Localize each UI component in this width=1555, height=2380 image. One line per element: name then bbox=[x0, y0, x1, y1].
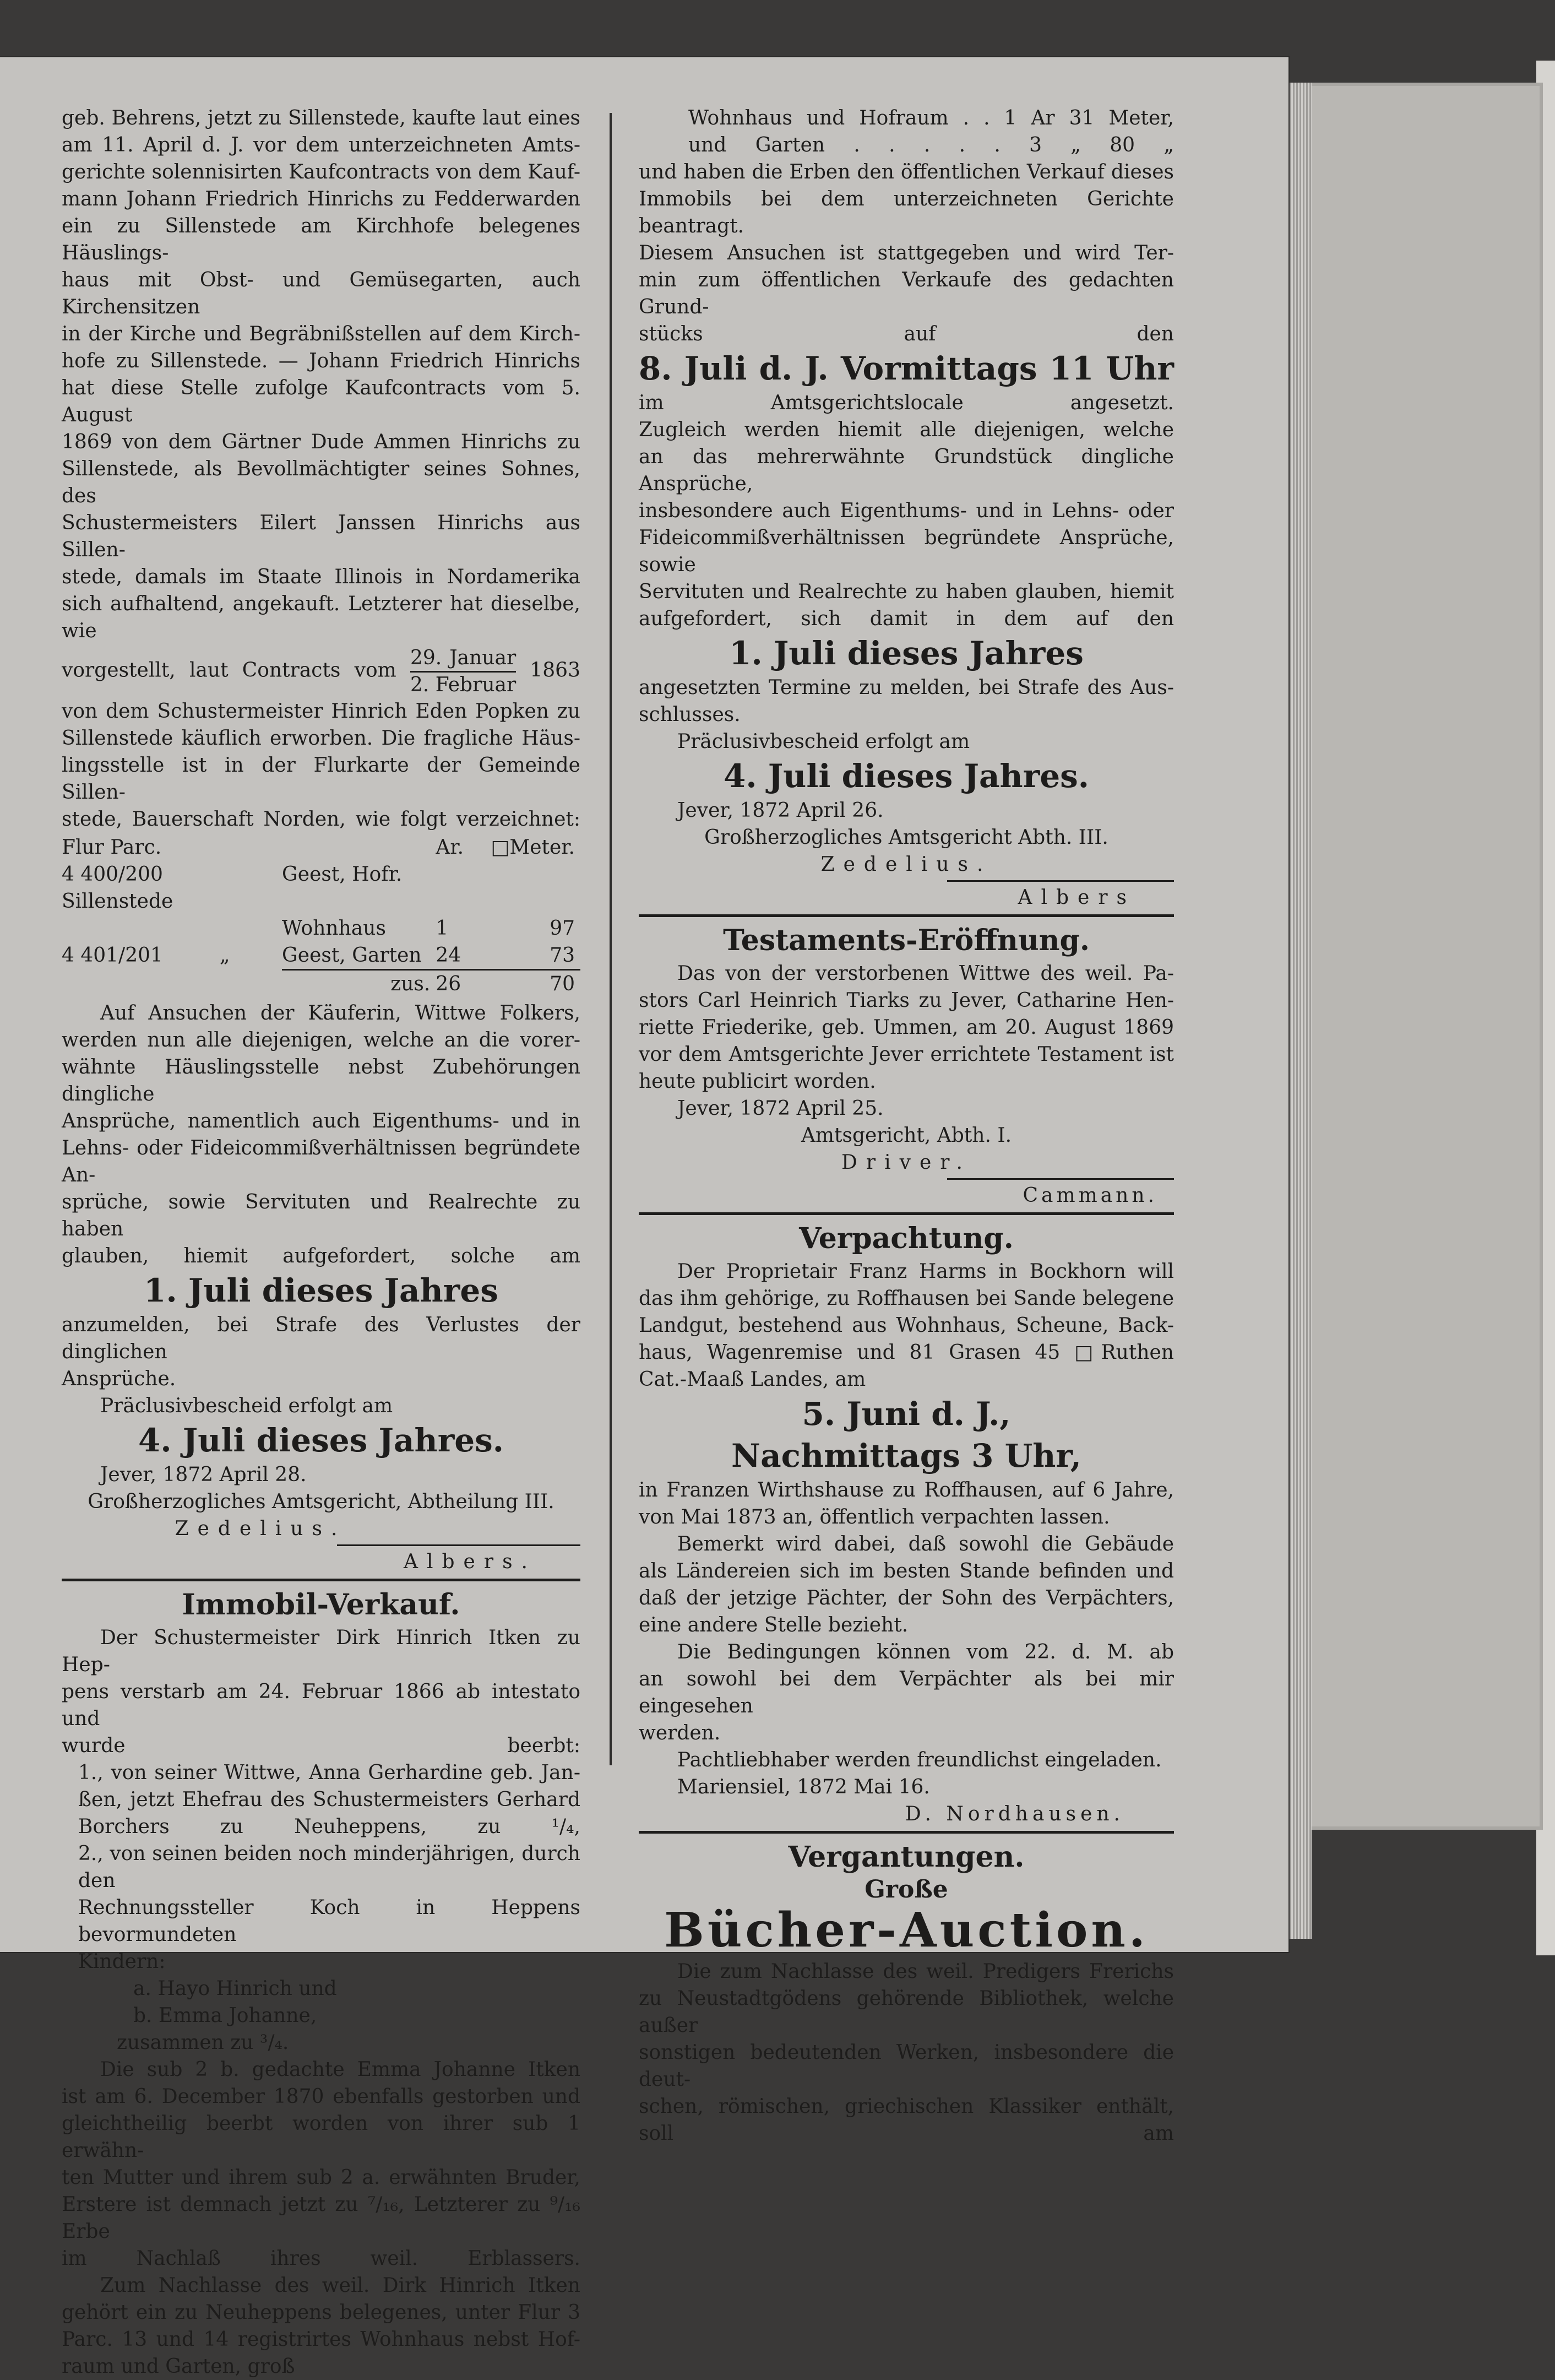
text-line: lingsstelle ist in der Flurkarte der Gemeinde Sillen- bbox=[62, 754, 580, 804]
heading-vergantungen: Vergantungen. bbox=[788, 1840, 1025, 1874]
table-cell-flur: 4 400/200 Sillenstede bbox=[62, 863, 173, 913]
heading-immobil-verkauf: Immobil-Verkauf. bbox=[182, 1588, 460, 1622]
text-line: Parc. 13 und 14 registrirtes Wohnhaus nebst Hof- bbox=[62, 2328, 580, 2351]
text-line: insbesondere auch Eigenthums- und in Lehns- oder bbox=[639, 500, 1174, 522]
table-cell-desc: Geest, Hofr. bbox=[282, 863, 403, 886]
verpachtung-2-last: von Mai 1873 an, öffentlich verpachten lassen. bbox=[639, 1506, 1110, 1528]
heading-verpachtung: Verpachtung. bbox=[799, 1222, 1014, 1255]
text-line: gehört ein zu Neuheppens belegenes, unter Flur 3 bbox=[62, 2301, 580, 2324]
right-section-rule-2 bbox=[639, 1212, 1174, 1215]
text-line: 2., von seinen beiden noch minderjährigen, durch den bbox=[78, 1842, 580, 1892]
area-lines bbox=[639, 105, 1174, 159]
ditto-mark: „ bbox=[219, 944, 230, 967]
text-line: 1., von seiner Wittwe, Anna Gerhardine geb. Jan- bbox=[78, 1761, 580, 1784]
right-court: Großherzogliches Amtsgericht Abth. III. bbox=[704, 826, 1108, 849]
text-line: Ansprüche, namentlich auch Eigenthums- und in bbox=[62, 1110, 580, 1132]
intro-paragraph bbox=[62, 105, 580, 644]
verpachtung-paragraph-4 bbox=[639, 1639, 1174, 1720]
para5 bbox=[62, 2272, 580, 2353]
text-line: haus mit Obst- und Gemüsegarten, auch Kirchensitzen bbox=[62, 269, 580, 318]
table-cell-ar: 24 bbox=[436, 944, 461, 967]
text-line: gerichte solennisirten Kaufcontracts von dem Kauf- bbox=[62, 161, 580, 183]
text-line: Ansprüche. bbox=[62, 1368, 176, 1390]
text-line: sonstigen bedeutenden Werken, insbesondere die deut- bbox=[639, 2041, 1174, 2091]
text-line: stede, Bauerschaft Norden, wie folgt verzeichnet: bbox=[62, 808, 580, 831]
text-line: Rechnungssteller Koch in Heppens bevormundeten bbox=[78, 1896, 580, 1946]
right-sign-albers: Albers bbox=[1018, 886, 1135, 909]
text-line: stede, damals im Staate Illinois in Nordamerika bbox=[62, 566, 580, 588]
text-line: Das von der verstorbenen Wittwe des weil. Pa- bbox=[677, 962, 1174, 985]
para5-last: raum und Garten, groß bbox=[62, 2355, 295, 2378]
verpachtung-date: Mariensiel, 1872 Mai 16. bbox=[677, 1776, 930, 1798]
text-line: mann Johann Friedrich Hinrichs zu Fedderwarden bbox=[62, 188, 580, 210]
text-line: im Nachlaß ihres weil. Erblassers. bbox=[62, 2247, 580, 2270]
text-line: in Franzen Wirthshause zu Roffhausen, auf 6 Jahre, bbox=[639, 1479, 1174, 1501]
contract-line bbox=[62, 646, 580, 698]
right-place-date: Jever, 1872 April 26. bbox=[677, 799, 884, 822]
total-ar: 26 bbox=[436, 970, 491, 998]
text-line: Immobils bei dem unterzeichneten Gerichte beantragt. bbox=[639, 188, 1174, 237]
right-para3 bbox=[639, 674, 1174, 728]
para3 bbox=[62, 1311, 580, 1392]
text-line: stücks auf den bbox=[639, 323, 1174, 345]
text-line: im Amtsgerichtslocale angesetzt. bbox=[639, 392, 1174, 414]
text-line: gleichtheilig beerbt worden von ihrer sub 1 erwähn- bbox=[62, 2112, 580, 2162]
left-column bbox=[62, 105, 580, 2380]
text-line: Diesem Ansuchen ist stattgegeben und wird Ter- bbox=[639, 242, 1174, 264]
text-line: vor dem Amtsgerichte Jever errichtete Testament ist bbox=[639, 1043, 1174, 1066]
text-line: Sillenstede käuflich erworben. Die fragliche Häus- bbox=[62, 727, 580, 750]
text-line: am 11. April d. J. vor dem unterzeichneten Amts- bbox=[62, 134, 580, 156]
total-spacer bbox=[62, 970, 282, 998]
text-line: anzumelden, bei Strafe des Verlustes der dinglichen bbox=[62, 1314, 580, 1363]
text-line: geb. Behrens, jetzt zu Sillenstede, kaufte laut eines bbox=[62, 107, 580, 129]
right-section-rule-1 bbox=[639, 914, 1174, 917]
table-cell-desc: Geest, Garten bbox=[282, 944, 422, 967]
text-line: Lehns- oder Fideicommißverhältnissen begründete An- bbox=[62, 1137, 580, 1186]
text-line: schlusses. bbox=[639, 703, 741, 726]
text-line: angesetzten Termine zu melden, bei Strafe des Aus- bbox=[639, 676, 1174, 699]
table-total-row bbox=[62, 970, 580, 998]
column-divider bbox=[610, 113, 612, 1765]
table-header-flur: Flur Parc. bbox=[62, 836, 162, 859]
intro2-paragraph bbox=[62, 698, 580, 833]
court-line: Großherzogliches Amtsgericht, Abtheilung III. bbox=[88, 1490, 554, 1513]
text-line: Zugleich werden hiemit alle diejenigen, welche bbox=[639, 419, 1174, 441]
item-2 bbox=[62, 1840, 580, 1975]
verpachtung-3-last: eine andere Stelle bezieht. bbox=[639, 1614, 909, 1636]
text-line: stors Carl Heinrich Tiarks zu Jever, Catharine Hen- bbox=[639, 989, 1174, 1012]
text-line: Sillenstede, als Bevollmächtigter seines Sohnes, des bbox=[62, 458, 580, 507]
contract-text: vorgestellt, laut Contracts vom bbox=[62, 659, 396, 682]
para4 bbox=[62, 2056, 580, 2272]
text-line: haus, Wagenremise und 81 Grasen 45 □Ruthen bbox=[639, 1341, 1174, 1364]
table-cell-flur bbox=[62, 942, 282, 970]
verpachtung-date-2: Nachmittags 3 Uhr, bbox=[731, 1437, 1081, 1474]
text-line: schen, römischen, griechischen Klassiker enthält, soll am bbox=[639, 2095, 1174, 2145]
text-line: an sowohl bei dem Verpächter als bei mir eingesehen bbox=[639, 1668, 1174, 1717]
total-meter: 70 bbox=[491, 970, 580, 998]
text-line: in der Kirche und Begräbnißstellen auf dem Kirch- bbox=[62, 323, 580, 345]
verpachtung-paragraph-2 bbox=[639, 1477, 1174, 1504]
text-line: als Ländereien sich im besten Stande befinden und bbox=[639, 1560, 1174, 1582]
text-line: das ihm gehörige, zu Roffhausen bei Sande belegene bbox=[639, 1287, 1174, 1310]
table-header-ar: Ar. bbox=[436, 836, 464, 859]
text-line: Bemerkt wird dabei, daß sowohl die Gebäude bbox=[677, 1533, 1174, 1555]
text-line: Kindern: bbox=[78, 1950, 166, 1973]
text-line: Die Bedingungen können vom 22. d. M. ab bbox=[677, 1641, 1174, 1663]
signature-albers: Albers. bbox=[404, 1550, 536, 1573]
table-header-meter: □Meter. bbox=[491, 836, 575, 859]
testament-last: heute publicirt worden. bbox=[639, 1070, 876, 1093]
signature-zedelius: Zedelius. bbox=[175, 1517, 346, 1540]
text-line: sprüche, sowie Servituten und Realrechte zu haben bbox=[62, 1191, 580, 1240]
text-line: daß der jetzige Pächter, der Sohn des Verpächters, bbox=[639, 1587, 1174, 1609]
table-header-row bbox=[62, 834, 580, 861]
table-cell-ar: 1 bbox=[436, 917, 449, 940]
item-2c: zusammen zu ³/₄. bbox=[117, 2031, 289, 2054]
item-1 bbox=[62, 1759, 580, 1840]
text-line: von dem Schustermeister Hinrich Eden Popken zu bbox=[62, 700, 580, 723]
heading-testaments-eroeffnung: Testaments-Eröffnung. bbox=[723, 924, 1090, 957]
table-cell-meter bbox=[491, 861, 580, 915]
auction-paragraph bbox=[639, 1958, 1174, 2147]
parcel-table bbox=[62, 834, 580, 997]
text-line: zu Neustadtgödens gehörende Bibliothek, welche außer bbox=[639, 1987, 1174, 2037]
verpachtung-paragraph bbox=[639, 1258, 1174, 1366]
right-signature-rule bbox=[947, 880, 1174, 882]
table-cell-flur bbox=[62, 915, 282, 942]
text-line: Die zum Nachlasse des weil. Predigers Frerichs bbox=[677, 1960, 1174, 1983]
text-line: Der Schustermeister Dirk Hinrich Itken zu Hep- bbox=[62, 1627, 580, 1676]
text-line: Die sub 2 b. gedachte Emma Johanne Itken bbox=[100, 2058, 580, 2081]
text-line: an das mehrerwähnte Grundstück dingliche Ansprüche, bbox=[639, 446, 1174, 495]
text-line: riette Friederike, geb. Ummen, am 20. August 1869 bbox=[639, 1016, 1174, 1039]
text-line: und haben die Erben den öffentlichen Verkauf dieses bbox=[639, 161, 1174, 183]
signature-rule bbox=[337, 1544, 580, 1546]
table-header-spacer bbox=[282, 834, 436, 861]
heading-buecher-auction: Bücher-Auction. bbox=[664, 1902, 1149, 1958]
testament-court: Amtsgericht, Abth. I. bbox=[801, 1124, 1012, 1147]
verpachtung-date-1: 5. Juni d. J., bbox=[802, 1395, 1011, 1433]
text-line: Servituten und Realrechte zu haben glauben, hiemit bbox=[639, 581, 1174, 603]
text-line: Schustermeisters Eilert Janssen Hinrichs aus Sillen- bbox=[62, 512, 580, 561]
right-sign-zedelius: Zedelius. bbox=[820, 853, 992, 876]
date-line-2: 4. Juli dieses Jahres. bbox=[138, 1422, 504, 1459]
total-label: zus. bbox=[282, 970, 436, 998]
testament-sign-cammann: Cammann. bbox=[1023, 1184, 1157, 1207]
text-line: wähnte Häuslingsstelle nebst Zubehörungen dingliche bbox=[62, 1056, 580, 1105]
text-line: hat diese Stelle zufolge Kaufcontracts vom 5. August bbox=[62, 377, 580, 426]
contract-year: 1863 bbox=[530, 659, 580, 682]
verpachtung-invite: Pachtliebhaber werden freundlichst eingeladen. bbox=[677, 1749, 1162, 1771]
date-b: 1. Juli dieses Jahres bbox=[729, 635, 1084, 672]
text-line: Erstere ist demnach jetzt zu ⁷/₁₆, Letzterer zu ⁹/₁₆ Erbe bbox=[62, 2193, 580, 2243]
text-line: ein zu Sillenstede am Kirchhofe belegenes Häuslings- bbox=[62, 215, 580, 264]
date-a: 8. Juli d. J. Vormittags 11 Uhr bbox=[639, 350, 1174, 387]
text-line: Borchers zu Neuheppens, zu ¹/₄, bbox=[78, 1815, 580, 1838]
text-line: aufgefordert, sich damit in dem auf den bbox=[639, 608, 1174, 630]
place-date-line: Jever, 1872 April 28. bbox=[100, 1463, 307, 1486]
verpachtung-sign: D. Nordhausen. bbox=[905, 1803, 1124, 1825]
table-row bbox=[62, 942, 580, 970]
text-line: min zum öffentlichen Verkaufe des gedachten Grund- bbox=[639, 269, 1174, 318]
testament-date: Jever, 1872 April 25. bbox=[677, 1097, 884, 1120]
right-para2 bbox=[639, 389, 1174, 632]
testament-paragraph bbox=[639, 960, 1174, 1068]
text-line: Wohnhaus und Hofraum . . 1 Ar 31 Meter, bbox=[688, 107, 1174, 129]
testament-signature-rule bbox=[947, 1178, 1174, 1180]
fraction-bottom: 2. Februar bbox=[410, 674, 516, 696]
right-section-rule-3 bbox=[639, 1831, 1174, 1834]
item-2b: b. Emma Johanne, bbox=[133, 2004, 317, 2027]
text-line: werden nun alle diejenigen, welche an die vorer- bbox=[62, 1029, 580, 1051]
section-rule bbox=[62, 1579, 580, 1581]
date-c: 4. Juli dieses Jahres. bbox=[724, 757, 1089, 795]
text-line: ßen, jetzt Ehefrau des Schustermeisters Gerhard bbox=[78, 1788, 580, 1811]
text-line: hofe zu Sillenstede. — Johann Friedrich Hinrichs bbox=[62, 350, 580, 372]
right-praeclusiv: Präclusivbescheid erfolgt am bbox=[677, 730, 970, 753]
text-line: Auf Ansuchen der Käuferin, Wittwe Folkers, bbox=[100, 1002, 580, 1024]
text-line: pens verstarb am 24. Februar 1866 ab intestato und bbox=[62, 1680, 580, 1730]
text-line: sich aufhaltend, angekauft. Letzterer hat dieselbe, wie bbox=[62, 593, 580, 642]
table-cell-meter: 73 bbox=[550, 944, 575, 967]
book-cover-board bbox=[1305, 83, 1543, 1830]
table-cell-ar bbox=[436, 861, 491, 915]
grosse-label: Große bbox=[865, 1875, 948, 1904]
table-row bbox=[62, 915, 580, 942]
text-line: glauben, hiemit aufgefordert, solche am bbox=[62, 1245, 580, 1267]
text-line: und Garten . . . . . 3 „ 80 „ bbox=[688, 134, 1174, 156]
text-line: Der Proprietair Franz Harms in Bockhorn will bbox=[677, 1260, 1174, 1283]
text-line: Zum Nachlasse des weil. Dirk Hinrich Itken bbox=[100, 2274, 580, 2297]
table-cell-meter: 97 bbox=[550, 917, 575, 940]
contract-date-fraction bbox=[410, 646, 516, 698]
flur-text: 4 401/201 bbox=[62, 944, 163, 967]
text-line: ist am 6. December 1870 ebenfalls gestorben und bbox=[62, 2085, 580, 2108]
text-line: wurde beerbt: bbox=[62, 1734, 580, 1757]
praeclusiv-line: Präclusivbescheid erfolgt am bbox=[100, 1395, 393, 1417]
fraction-top: 29. Januar bbox=[410, 646, 516, 673]
right-para1 bbox=[639, 159, 1174, 348]
verpachtung-paragraph-3 bbox=[639, 1531, 1174, 1612]
text-line: ten Mutter und ihrem sub 2 a. erwähnten Bruder, bbox=[62, 2166, 580, 2189]
immobil-paragraph bbox=[62, 1624, 580, 1759]
right-column bbox=[639, 105, 1174, 2147]
item-2a: a. Hayo Hinrich und bbox=[133, 1977, 337, 2000]
verpachtung-last: Cat.-Maaß Landes, am bbox=[639, 1368, 866, 1391]
text-line: Fideicommißverhältnissen begründete Ansprüche, sowie bbox=[639, 527, 1174, 576]
text-line: 1869 von dem Gärtner Dude Ammen Hinrichs zu bbox=[62, 431, 580, 453]
testament-sign-driver: Driver. bbox=[841, 1151, 971, 1174]
table-row bbox=[62, 861, 580, 915]
date-line-1: 1. Juli dieses Jahres bbox=[144, 1272, 498, 1309]
table-cell-desc: Wohnhaus bbox=[282, 917, 386, 940]
verpachtung-4-last: werden. bbox=[639, 1722, 721, 1744]
text-line: Landgut, bestehend aus Wohnhaus, Scheune, Back- bbox=[639, 1314, 1174, 1337]
para2 bbox=[62, 1000, 580, 1270]
